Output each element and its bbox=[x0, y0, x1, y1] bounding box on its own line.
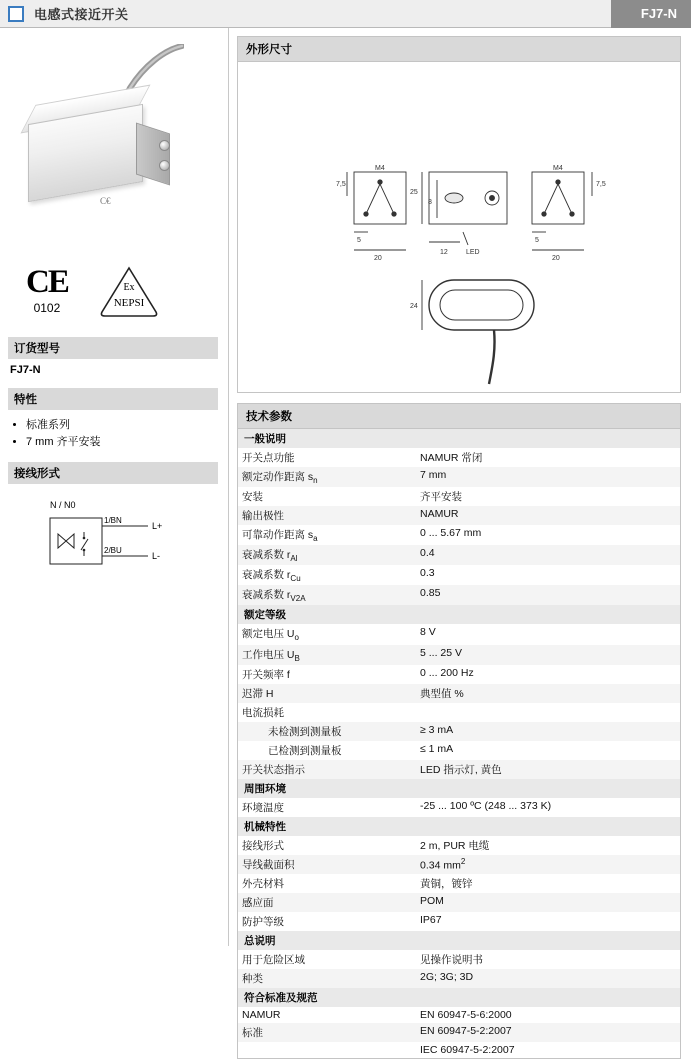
spec-row bbox=[238, 912, 680, 931]
spec-key: 导线截面积 bbox=[242, 858, 295, 871]
model-badge: FJ7-N bbox=[611, 0, 691, 28]
spec-row bbox=[238, 684, 680, 703]
spec-key: 额定电压 $U_o$ bbox=[242, 628, 299, 643]
spec-row bbox=[238, 665, 680, 684]
dimensions-panel bbox=[237, 36, 681, 393]
spec-group-label: 机械特性 bbox=[238, 817, 680, 836]
spec-group-row bbox=[238, 429, 680, 448]
list-item: • 7 mm 齐平安装 bbox=[26, 433, 216, 449]
spec-row bbox=[238, 467, 680, 487]
spec-row bbox=[238, 950, 680, 969]
spec-value: ≤ 1 mA bbox=[420, 742, 454, 755]
svg-text:LED: LED bbox=[466, 249, 480, 256]
spec-key: 种类 bbox=[242, 972, 263, 985]
spec-value: NAMUR 常闭 bbox=[420, 452, 483, 464]
photo-ce-text: C€ bbox=[100, 196, 111, 206]
spec-value: 见操作说明书 bbox=[420, 953, 483, 966]
sensor-front-face bbox=[136, 122, 170, 185]
spec-key bbox=[238, 1042, 416, 1058]
spec-row bbox=[238, 703, 680, 722]
svg-text:12: 12 bbox=[440, 249, 448, 256]
spec-row bbox=[238, 893, 680, 912]
spec-value: 齐平安装 bbox=[420, 491, 462, 504]
spec-value: 0.3 bbox=[420, 567, 435, 580]
features-body bbox=[8, 410, 218, 454]
wiring-diagram bbox=[8, 484, 218, 591]
specifications-panel bbox=[237, 403, 681, 1059]
ce-mark-number: 0102 bbox=[33, 300, 61, 315]
spec-key: 防护等级 bbox=[242, 915, 284, 928]
spec-value: 7 mm bbox=[420, 469, 447, 481]
dimensions-header: 外形尺寸 bbox=[238, 37, 680, 62]
order-code-value: FJ7-N bbox=[10, 364, 41, 376]
spec-row bbox=[238, 585, 680, 605]
svg-text:M4: M4 bbox=[375, 165, 385, 172]
wiring-schematic-icon bbox=[48, 498, 208, 588]
mounting-screw-icon bbox=[159, 160, 170, 171]
square-logo-icon bbox=[8, 6, 24, 22]
spec-row bbox=[238, 645, 680, 665]
spec-group-label: 周围环境 bbox=[238, 779, 680, 798]
spec-key: 衰减系数 $r_{Cu}$ bbox=[242, 569, 301, 584]
svg-text:Ex: Ex bbox=[123, 282, 135, 293]
spec-value: LED 指示灯, 黄色 bbox=[420, 763, 502, 776]
spec-key: 开关频率 f bbox=[242, 668, 290, 681]
spec-row bbox=[238, 506, 680, 525]
spec-value: 2 m, PUR 电缆 bbox=[420, 839, 490, 852]
spec-row bbox=[238, 487, 680, 506]
svg-text:24: 24 bbox=[410, 303, 418, 310]
wiring-type-label: N / N0 bbox=[50, 500, 76, 510]
spec-key: 未检测到测量板 bbox=[268, 725, 342, 738]
spec-value: 典型值 % bbox=[420, 687, 464, 700]
spec-row bbox=[238, 624, 680, 644]
spec-value: 5 ... 25 V bbox=[420, 646, 463, 659]
spec-row bbox=[238, 525, 680, 545]
spec-key: 接线形式 bbox=[242, 839, 284, 852]
spec-row bbox=[238, 874, 680, 893]
spec-value: EN 60947-5-6:2000 bbox=[420, 1008, 512, 1021]
wiring-lminus-label: L- bbox=[152, 551, 161, 561]
page-title: 电感式接近开关 bbox=[34, 7, 129, 22]
spec-key: 开关点功能 bbox=[242, 452, 295, 464]
spec-value: 2G; 3G; 3D bbox=[420, 970, 474, 983]
svg-text:NEPSI: NEPSI bbox=[113, 297, 145, 309]
list-item: • 标准系列 bbox=[26, 416, 216, 432]
spec-row bbox=[238, 969, 680, 988]
spec-value: 8 V bbox=[420, 626, 436, 639]
spec-row bbox=[238, 565, 680, 585]
spec-row bbox=[238, 855, 680, 874]
spec-group-label: 符合标准及规范 bbox=[238, 988, 680, 1007]
page-header bbox=[0, 0, 691, 28]
order-code-header: 订货型号 bbox=[8, 337, 218, 359]
mounting-screw-icon bbox=[159, 140, 170, 151]
spec-row bbox=[238, 798, 680, 817]
spec-value: 黄铜，镀锌 bbox=[420, 877, 473, 890]
spec-row bbox=[238, 760, 680, 779]
spec-row bbox=[238, 722, 680, 741]
spec-group-row bbox=[238, 779, 680, 798]
spec-group-label: 一般说明 bbox=[238, 429, 680, 448]
spec-key: 电流损耗 bbox=[242, 706, 284, 719]
svg-text:M4: M4 bbox=[553, 165, 563, 172]
spec-key: 感应面 bbox=[242, 896, 274, 909]
spec-value: EN 60947-5-2:2007 bbox=[420, 1024, 512, 1037]
spec-key: NAMUR bbox=[242, 1008, 281, 1021]
spec-key: 安装 bbox=[242, 491, 263, 504]
spec-key: 开关状态指示 bbox=[242, 763, 305, 776]
spec-key: 迟滞 H bbox=[242, 687, 274, 700]
spec-row bbox=[238, 1007, 680, 1023]
product-photo bbox=[8, 36, 216, 251]
spec-key: 标准 bbox=[242, 1026, 263, 1039]
spec-value: 0.4 bbox=[420, 547, 435, 560]
spec-value: 0 ... 5.67 mm bbox=[420, 527, 482, 540]
spec-value: 0 ... 200 Hz bbox=[420, 666, 474, 679]
spec-value: 0.85 bbox=[420, 587, 441, 600]
features-header: 特性 bbox=[8, 388, 218, 410]
spec-row bbox=[238, 545, 680, 565]
dimensions-drawing bbox=[238, 62, 680, 392]
spec-row bbox=[238, 448, 680, 467]
spec-value: POM bbox=[420, 894, 444, 907]
spec-group-row bbox=[238, 988, 680, 1007]
svg-text:20: 20 bbox=[552, 255, 560, 262]
spec-row bbox=[238, 741, 680, 760]
specifications-header: 技术参数 bbox=[238, 404, 680, 429]
left-column bbox=[0, 28, 228, 946]
wiring-bn-label: 1/BN bbox=[104, 516, 122, 525]
spec-key: 输出极性 bbox=[242, 510, 284, 523]
spec-group-label: 总说明 bbox=[238, 931, 680, 950]
spec-value: IEC 60947-5-2:2007 bbox=[420, 1043, 515, 1056]
spec-key: 可靠动作距离 $s_a$ bbox=[242, 529, 318, 544]
spec-key: 衰减系数 $r_{V2A}$ bbox=[242, 589, 306, 604]
svg-text:20: 20 bbox=[374, 255, 382, 262]
ce-mark bbox=[26, 263, 68, 315]
svg-text:25: 25 bbox=[410, 189, 418, 196]
nepsi-triangle-icon bbox=[98, 264, 160, 320]
svg-text:8: 8 bbox=[428, 199, 432, 206]
spec-row bbox=[238, 1042, 680, 1058]
spec-value: 0.34 $mm^2$ bbox=[420, 856, 466, 872]
spec-value: NAMUR bbox=[420, 508, 459, 521]
spec-key: 外壳材料 bbox=[242, 877, 284, 890]
svg-text:7,5: 7,5 bbox=[336, 181, 346, 188]
spec-key: 额定动作距离 $s_n$ bbox=[242, 471, 318, 486]
nepsi-mark bbox=[98, 264, 160, 316]
spec-key: 衰减系数 $r_{Al}$ bbox=[242, 549, 298, 564]
wiring-lplus-label: L+ bbox=[152, 521, 163, 531]
spec-value: -25 ... 100 ºC (248 ... 373 K) bbox=[420, 799, 552, 812]
svg-text:7,5: 7,5 bbox=[596, 181, 606, 188]
spec-value: IP67 bbox=[420, 913, 442, 926]
spec-group-row bbox=[238, 817, 680, 836]
wiring-header: 接线形式 bbox=[8, 462, 218, 484]
ce-mark-glyph: CE bbox=[26, 263, 68, 300]
spec-row bbox=[238, 1023, 680, 1042]
right-column bbox=[229, 28, 691, 1056]
certification-marks bbox=[8, 251, 218, 329]
svg-text:5: 5 bbox=[535, 237, 539, 244]
page-body bbox=[0, 28, 691, 1056]
specifications-table bbox=[238, 429, 680, 1058]
spec-value bbox=[416, 703, 680, 722]
svg-text:5: 5 bbox=[357, 237, 361, 244]
spec-key: 环境温度 bbox=[242, 801, 284, 814]
spec-key: 已检测到测量板 bbox=[268, 744, 342, 757]
spec-group-label: 额定等级 bbox=[238, 605, 680, 624]
spec-key: 用于危险区域 bbox=[242, 953, 305, 966]
spec-row bbox=[238, 836, 680, 855]
wiring-bu-label: 2/BU bbox=[104, 546, 122, 555]
dimension-drawing-icon bbox=[238, 62, 680, 392]
specifications-body bbox=[238, 429, 680, 1058]
spec-key: 工作电压 $U_B$ bbox=[242, 648, 300, 663]
spec-group-row bbox=[238, 605, 680, 624]
spec-value: ≥ 3 mA bbox=[420, 723, 454, 736]
